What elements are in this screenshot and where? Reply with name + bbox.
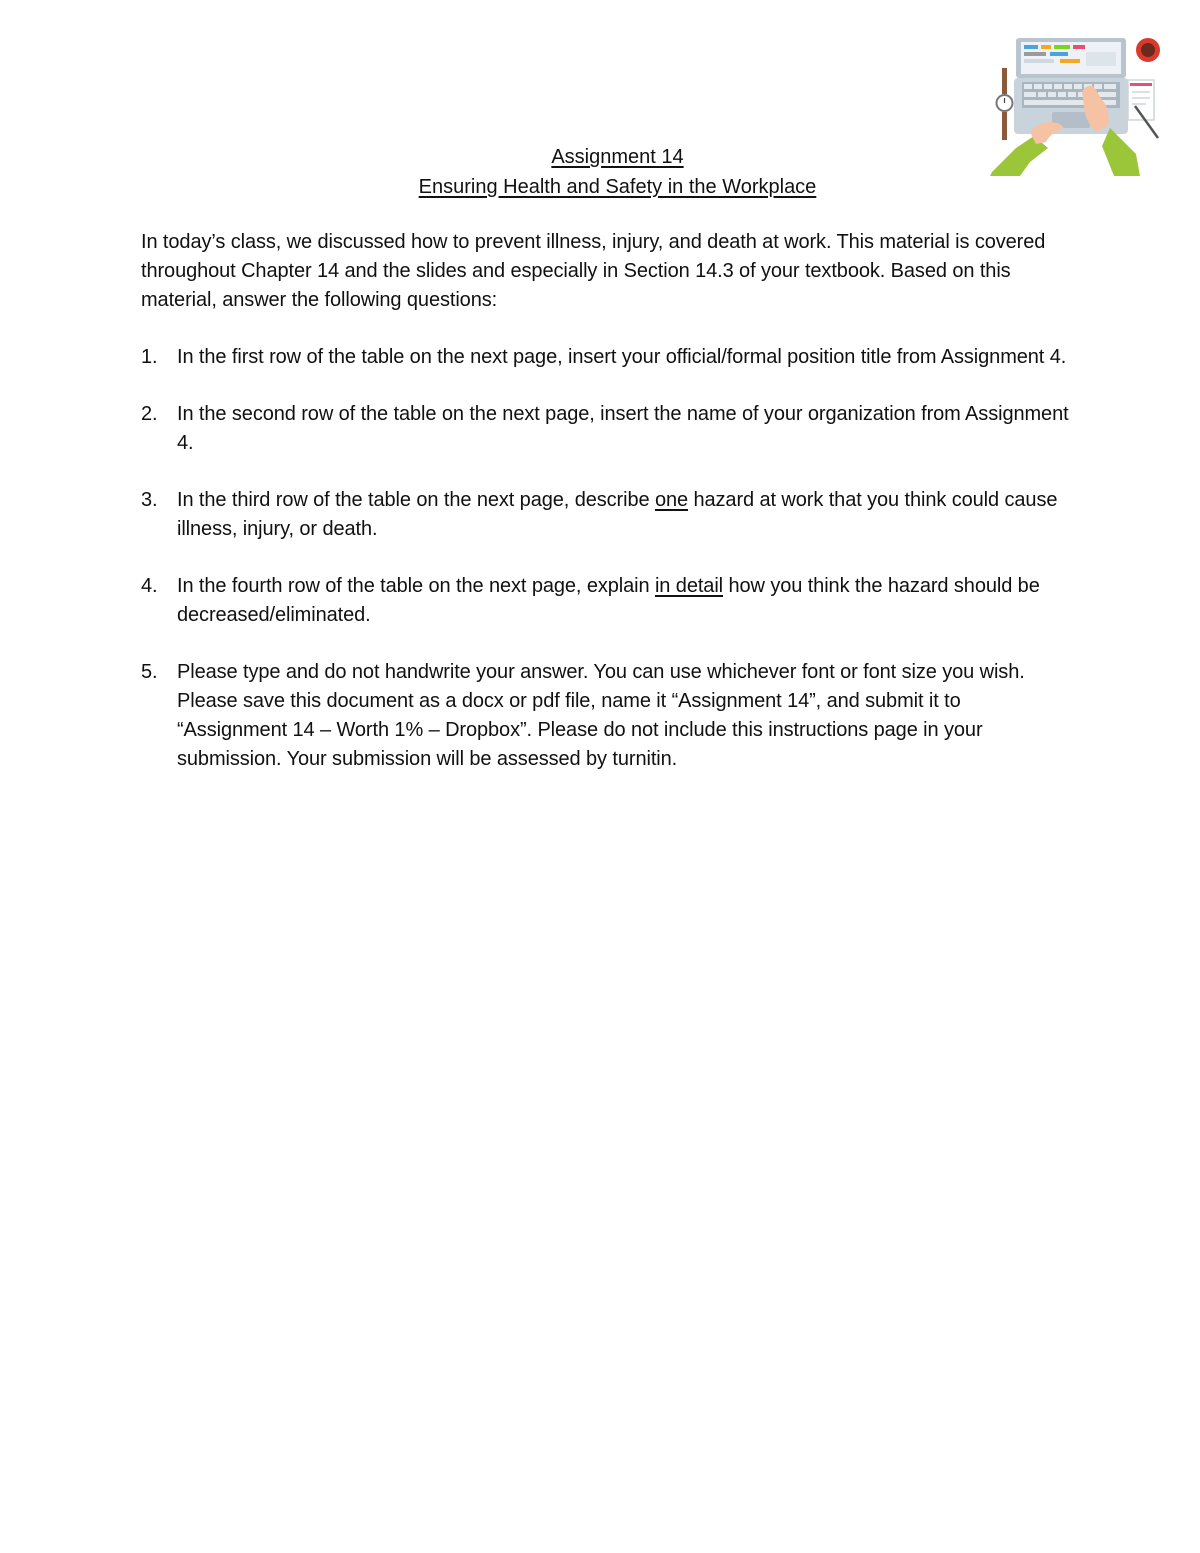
question-text: Please type and do not handwrite your answer. You can use whichever font or font size you wish. Please save this document as a docx or pdf file, name it “Assignment 14”, and submit it to “Assignment 14 – Worth 1% – Dropbox”. Please do not include this instructions page in your submission. Your submission will be assessed by turnitin. [177, 661, 1025, 770]
title-block [0, 142, 1200, 202]
question-list [141, 343, 1071, 802]
emphasis-text: one [654, 489, 689, 511]
emphasis-text: in detail [654, 575, 724, 597]
question-number: 5. [141, 661, 158, 683]
intro-paragraph: In today’s class, we discussed how to prevent illness, injury, and death at work. This material is covered throughout Chapter 14 and the slides and especially in Section 14.3 of your textbook. Based on this material, answer the following questions: [141, 231, 1046, 311]
list-item [141, 343, 1071, 372]
question-text-end: how you think the hazard should be decreased/eliminated. [177, 575, 1040, 626]
question-text: In the second row of the table on the next page, insert the name of your organization from Assignment 4. [177, 403, 1069, 454]
question-number: 3. [141, 489, 158, 511]
list-item [141, 572, 1071, 630]
list-item [141, 486, 1071, 544]
question-number: 1. [141, 346, 158, 368]
question-text [177, 572, 1071, 630]
question-text-start: In the third row of the table on the next page, describe [177, 489, 655, 511]
question-number: 2. [141, 403, 158, 425]
document-title: Assignment 14 [551, 146, 684, 168]
question-text [177, 486, 1071, 544]
question-text-end: hazard at work that you think could cause illness, injury, or death. [177, 489, 1058, 540]
document-subtitle: Ensuring Health and Safety in the Workplace [418, 176, 817, 198]
question-text-start: In the fourth row of the table on the next page, explain [177, 575, 655, 597]
question-number: 4. [141, 575, 158, 597]
question-text: In the first row of the table on the next page, insert your official/formal position title from Assignment 4. [177, 346, 1067, 368]
list-item [141, 658, 1071, 774]
list-item [141, 400, 1071, 458]
